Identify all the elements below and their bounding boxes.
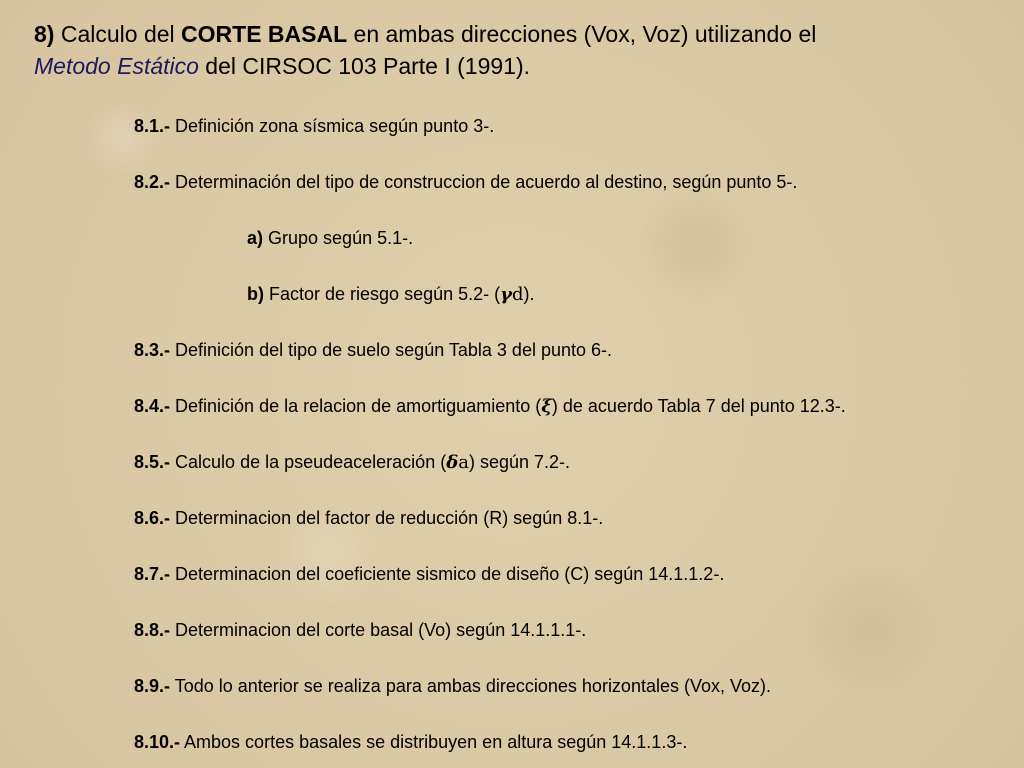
list-subitem <box>247 282 535 307</box>
xi-symbol: ξ <box>541 396 552 417</box>
item-code: 8.9.- <box>134 676 171 696</box>
list-item <box>134 114 494 138</box>
item-code: 8.3.- <box>134 340 171 360</box>
title-number: 8) <box>34 21 55 47</box>
list-item <box>134 506 603 530</box>
item-code: 8.4.- <box>134 396 171 416</box>
item-text-end: ). <box>523 284 535 304</box>
item-code: a) <box>247 228 264 248</box>
list-item <box>134 674 771 698</box>
item-code: 8.5.- <box>134 452 171 472</box>
item-text: Definición del tipo de suelo según Tabla 3 del punto 6-. <box>170 340 613 360</box>
slide-title <box>34 18 994 82</box>
item-text: Definición de la relacion de amortiguamiento ( <box>170 396 542 416</box>
symbol-subscript: a <box>458 452 469 473</box>
item-text: Determinacion del corte basal (Vo) según 14.1.1.1-. <box>170 620 587 640</box>
title-bold-text: CORTE BASAL <box>181 21 348 47</box>
title-text-pre: Calculo del <box>54 21 182 47</box>
list-item <box>134 618 586 642</box>
item-code: 8.2.- <box>134 172 171 192</box>
list-item <box>134 170 797 194</box>
list-item <box>134 562 724 586</box>
item-text: Factor de riesgo según 5.2- ( <box>264 284 501 304</box>
item-code: 8.7.- <box>134 564 171 584</box>
item-text: Determinacion del coeficiente sismico de diseño (C) según 14.1.1.2-. <box>170 564 725 584</box>
list-item <box>134 394 846 419</box>
delta-symbol: δ <box>446 452 459 473</box>
item-code: 8.10.- <box>134 732 181 752</box>
symbol-subscript: d <box>512 284 524 305</box>
list-item <box>134 450 570 475</box>
item-text: Determinación del tipo de construccion de acuerdo al destino, según punto 5-. <box>170 172 798 192</box>
item-text: Grupo según 5.1-. <box>263 228 414 248</box>
title-method: Metodo Estático <box>34 53 199 79</box>
item-code: 8.6.- <box>134 508 171 528</box>
title-text-post: del CIRSOC 103 Parte I (1991). <box>198 53 531 79</box>
list-item <box>134 730 687 754</box>
item-code: b) <box>247 284 264 304</box>
item-text: Calculo de la pseudeaceleración ( <box>170 452 447 472</box>
list-subitem <box>247 226 413 250</box>
item-text: Determinacion del factor de reducción (R) según 8.1-. <box>170 508 604 528</box>
item-text: Ambos cortes basales se distribuyen en altura según 14.1.1.3-. <box>180 732 688 752</box>
item-text-end: ) según 7.2-. <box>468 452 571 472</box>
item-code: 8.8.- <box>134 620 171 640</box>
item-text: Todo lo anterior se realiza para ambas direcciones horizontales (Vox, Voz). <box>170 676 772 696</box>
item-code: 8.1.- <box>134 116 171 136</box>
list-item <box>134 338 612 362</box>
gamma-symbol: γ <box>500 284 513 305</box>
item-text: Definición zona sísmica según punto 3-. <box>170 116 495 136</box>
title-text-mid: en ambas direcciones (Vox, Voz) utilizando el <box>347 21 817 47</box>
item-text-end: ) de acuerdo Tabla 7 del punto 12.3-. <box>551 396 846 416</box>
